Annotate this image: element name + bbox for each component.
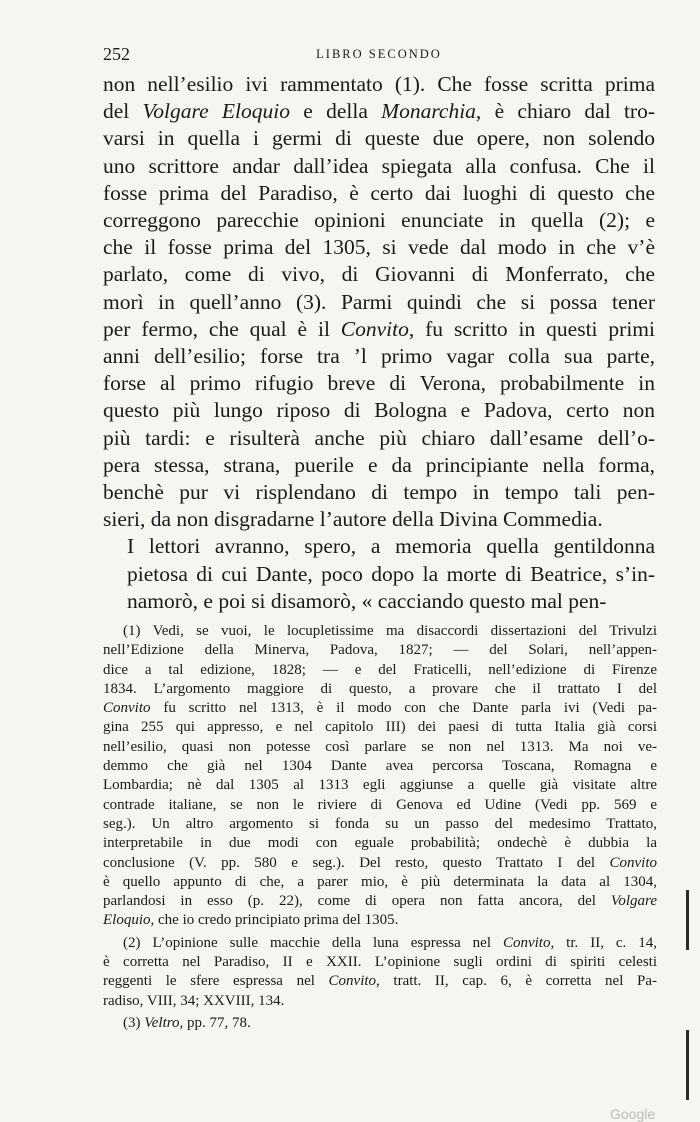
footnote-line: seg.). Un altro argomento si fonda su un passo del medesimo Trattato,	[103, 815, 657, 832]
text-line: che il fosse prima del 1305, si vede dal modo in che v’è	[103, 235, 655, 260]
footnote-line: radiso, VIII, 34; XXVIII, 134.	[103, 992, 285, 1009]
text-line: non nell’esilio ivi rammentato (1). Che fosse scritta prima	[103, 72, 655, 96]
text-line: I lettori avranno, spero, a memoria quella gentildonna	[127, 534, 655, 559]
page-number: 252	[103, 44, 130, 64]
paragraph-2	[103, 533, 655, 615]
footnote-line: nell’esilio, quasi non potesse così parlare se non nel 1313. Ma noi ve-	[103, 738, 657, 755]
text-line: anni dell’esilio; forse tra ’l primo vagar colla sua parte,	[103, 344, 655, 369]
footnote-line: è quello appunto di che, a parer mio, è più determinata la data al 1304,	[103, 873, 657, 890]
footnote-line: (3) Veltro, pp. 77, 78.	[123, 1014, 251, 1031]
footnote-3	[103, 1014, 657, 1033]
text-line: namorò, e poi si disamorò, « cacciando questo mal pen-	[127, 588, 607, 613]
text-line: fosse prima del Paradiso, è certo dai luoghi di questo che	[103, 180, 655, 205]
footnote-line: demmo che già nel 1304 Dante avea percorsa Toscana, Romagna e	[103, 758, 657, 775]
footnote-line: è corretta nel Paradiso, II e XXII. L’opinione sugli ordini di spiriti celesti	[103, 954, 657, 971]
watermark-stamp: Google	[610, 1106, 656, 1122]
footnote-line: Lombardia; nè dal 1305 al 1313 egli aggiunse a quelle già visitate altre	[103, 777, 657, 794]
text-line: parlato, come di vivo, di Giovanni di Monferrato, che	[103, 262, 655, 287]
footnote-line: contrade italiane, se non le riviere di Genova ed Udine (Vedi pp. 569 e	[103, 796, 657, 813]
footnote-2	[103, 934, 657, 1011]
text-line: questo più lungo riposo di Bologna e Padova, certo non	[103, 398, 655, 423]
text-line: morì in quell’anno (3). Parmi quindi che si possa tener	[103, 289, 655, 314]
footnote-1	[103, 622, 657, 931]
text-line: correggono parecchie opinioni enunciate in quella (2); e	[103, 208, 655, 233]
text-line: sieri, da non disgradarne l’autore della Divina Commedia.	[103, 507, 603, 532]
footnote-line: interpretabile in due modi con eguale probabilità; ondechè è dubbia la	[103, 835, 657, 852]
text-line: varsi in quella i germi di queste due opere, non solendo	[103, 126, 655, 151]
footnote-line: (1) Vedi, se vuoi, le locupletissime ma disaccordi dissertazioni del Trivulzi	[123, 623, 657, 639]
footnote-line: (2) L’opinione sulle macchie della luna espressa nel Convito, tr. II, c. 14,	[123, 934, 658, 951]
body-text	[103, 71, 655, 615]
text-line: forse al primo rifugio breve di Verona, probabilmente in	[103, 371, 655, 396]
text-line: benchè pur vi risplendano di tempo in tempo tali pen-	[103, 480, 655, 505]
text-line: per fermo, che qual è il Convito, fu scritto in questi primi	[103, 316, 655, 341]
footnote-line: parlandosi in esso (p. 22), come di opera non fatta ancora, del Volgare	[103, 893, 657, 910]
text-line: uno scrittore andar dall’idea spiegata alla confusa. Che il	[103, 153, 655, 178]
footnote-line: Eloquio, che io credo principiato prima del 1305.	[103, 912, 399, 929]
footnote-line: gina 255 qui appresso, e nel capitolo III) dei paesi di tutta Italia già corsi	[103, 719, 657, 736]
edge-mark	[686, 1030, 689, 1100]
text-line: pera stessa, strana, puerile e da principiante nella forma,	[103, 452, 655, 477]
footnote-line: 1834. L’argomento maggiore di questo, a provare che il trattato I del	[103, 680, 657, 697]
footnote-line: conclusione (V. pp. 580 e seg.). Del resto, questo Trattato I del Convito	[103, 854, 657, 871]
footnote-line: reggenti le sfere espressa nel Convito, tratt. II, cap. 6, è corretta nel Pa-	[103, 973, 657, 990]
text-line: più tardi: e risulterà anche più chiaro dall’esame dell’o-	[103, 425, 655, 450]
footnote-line: Convito fu scritto nel 1313, è il modo con che Dante parla ivi (Vedi pa-	[103, 700, 657, 717]
edge-mark	[686, 890, 689, 950]
text-line: pietosa di cui Dante, poco dopo la morte di Beatrice, s’in-	[127, 561, 655, 586]
running-head: LIBRO SECONDO	[316, 47, 442, 61]
footnote-line: nell’Edizione della Minerva, Padova, 1827; — del Solari, nell’appen-	[103, 642, 657, 659]
page-header	[103, 44, 655, 68]
footnotes	[103, 622, 657, 1036]
text-line: del Volgare Eloquio e della Monarchia, è chiaro dal tro-	[103, 99, 655, 124]
paragraph-1	[103, 71, 655, 533]
footnote-line: dice a tal edizione, 1828; — e del Fraticelli, nell’edizione di Firenze	[103, 661, 657, 678]
